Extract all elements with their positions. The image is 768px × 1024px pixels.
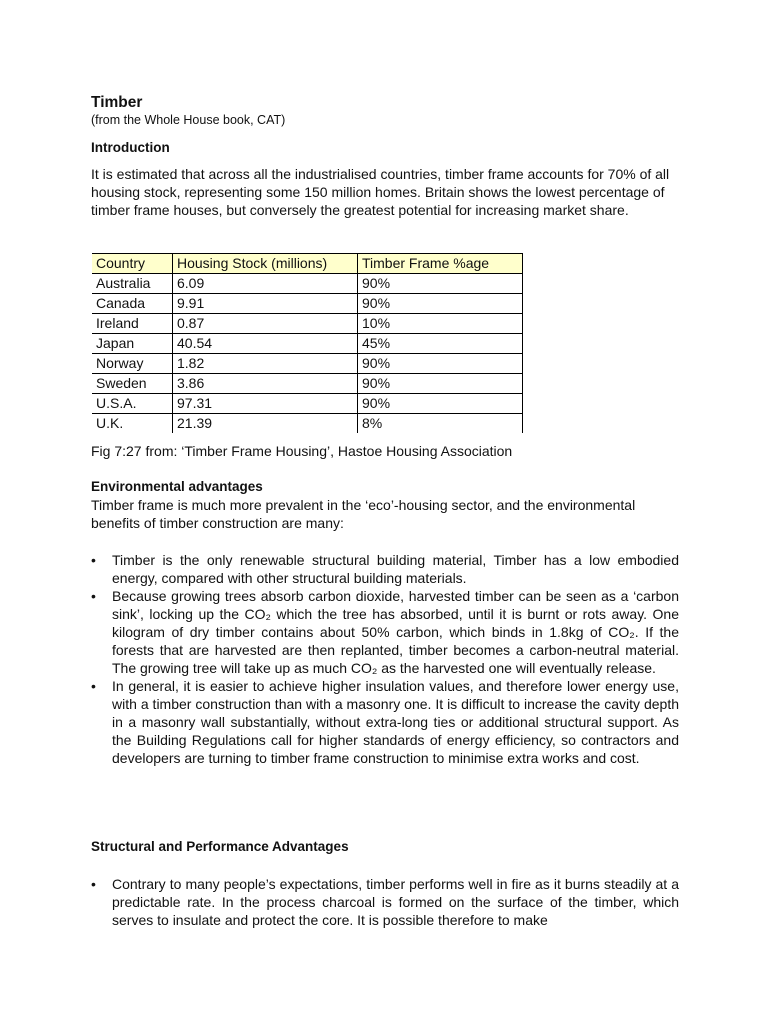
cell-timber-frame: 8% bbox=[358, 414, 523, 434]
bullet-text: Contrary to many people’s expectations, timber performs well in fire as it burns steadily at a predictable rate. In the process charcoal is formed on the surface of the timber, which serves to insulate and protect the core. It is possible therefore to make bbox=[112, 876, 679, 928]
table-row bbox=[92, 274, 523, 294]
environmental-bullet-list bbox=[91, 551, 679, 767]
table-row bbox=[92, 294, 523, 314]
cell-country: Sweden bbox=[92, 374, 173, 394]
bullet-icon: • bbox=[91, 552, 96, 568]
cell-timber-frame: 90% bbox=[358, 394, 523, 414]
cell-housing-stock: 9.91 bbox=[173, 294, 358, 314]
table-row bbox=[92, 354, 523, 374]
table-row bbox=[92, 374, 523, 394]
intro-heading: Introduction bbox=[91, 140, 170, 155]
bullet-text: Because growing trees absorb carbon dioxide, harvested timber can be seen as a ‘carbon sink’, locking up the CO₂ which the tree has absorbed, until it is burnt or rots away. One kilogram of dry timber contains about 50% carbon, which binds in 1.8kg of CO₂. If the forests that are harvested are then replanted, timber becomes a carbon-neutral material. The growing tree will take up as much CO₂ as the harvested one will eventually release. bbox=[112, 588, 679, 676]
structural-bullet-list bbox=[91, 875, 679, 929]
source-note: (from the Whole House book, CAT) bbox=[91, 113, 286, 127]
housing-table bbox=[92, 253, 523, 433]
cell-country: Australia bbox=[92, 274, 173, 294]
header-timber-frame: Timber Frame %age bbox=[358, 254, 523, 274]
cell-housing-stock: 0.87 bbox=[173, 314, 358, 334]
cell-housing-stock: 21.39 bbox=[173, 414, 358, 434]
bullet-icon: • bbox=[91, 678, 96, 694]
cell-country: Norway bbox=[92, 354, 173, 374]
table-row bbox=[92, 314, 523, 334]
cell-timber-frame: 45% bbox=[358, 334, 523, 354]
cell-country: U.S.A. bbox=[92, 394, 173, 414]
bullet-icon: • bbox=[91, 876, 96, 892]
list-item bbox=[91, 551, 679, 587]
cell-country: Canada bbox=[92, 294, 173, 314]
cell-timber-frame: 90% bbox=[358, 354, 523, 374]
cell-country: Japan bbox=[92, 334, 173, 354]
header-housing-stock: Housing Stock (millions) bbox=[173, 254, 358, 274]
list-item bbox=[91, 677, 679, 767]
title-block bbox=[91, 94, 285, 128]
bullet-icon: • bbox=[91, 588, 96, 604]
cell-country: Ireland bbox=[92, 314, 173, 334]
environmental-heading: Environmental advantages bbox=[91, 479, 263, 494]
list-item bbox=[91, 587, 679, 677]
table-row bbox=[92, 334, 523, 354]
table-row bbox=[92, 414, 523, 434]
cell-housing-stock: 6.09 bbox=[173, 274, 358, 294]
structural-heading: Structural and Performance Advantages bbox=[91, 839, 349, 854]
cell-housing-stock: 40.54 bbox=[173, 334, 358, 354]
intro-paragraph: It is estimated that across all the industrialised countries, timber frame accounts for 70% of all housing stock, representing some 150 million homes. Britain shows the lowest percentage of timber frame houses, but conversely the greatest potential for increasing market share. bbox=[91, 166, 670, 218]
cell-country: U.K. bbox=[92, 414, 173, 434]
bullet-text: In general, it is easier to achieve higher insulation values, and therefore lower energy use, with a timber construction than with a masonry one. It is difficult to increase the cavity depth in a masonry wall substantially, without extra-long ties or additional structural support. As the Building Regulations call for higher standards of energy efficiency, so contractors and developers are turning to timber frame construction to minimise extra works and cost. bbox=[112, 678, 679, 766]
cell-housing-stock: 3.86 bbox=[173, 374, 358, 394]
cell-housing-stock: 97.31 bbox=[173, 394, 358, 414]
cell-timber-frame: 90% bbox=[358, 274, 523, 294]
bullet-text: Timber is the only renewable structural building material, Timber has a low embodied energy, compared with other structural building materials. bbox=[112, 552, 679, 586]
cell-timber-frame: 90% bbox=[358, 294, 523, 314]
cell-timber-frame: 90% bbox=[358, 374, 523, 394]
header-country: Country bbox=[92, 254, 173, 274]
list-item bbox=[91, 875, 679, 929]
figure-caption: Fig 7:27 from: ‘Timber Frame Housing’, Hastoe Housing Association bbox=[91, 443, 513, 459]
table-header-row bbox=[92, 254, 523, 274]
cell-housing-stock: 1.82 bbox=[173, 354, 358, 374]
cell-timber-frame: 10% bbox=[358, 314, 523, 334]
table-row bbox=[92, 394, 523, 414]
environmental-intro: Timber frame is much more prevalent in the ‘eco’-housing sector, and the environmental benefits of timber construction are many: bbox=[91, 497, 636, 531]
page-title: Timber bbox=[91, 94, 143, 111]
